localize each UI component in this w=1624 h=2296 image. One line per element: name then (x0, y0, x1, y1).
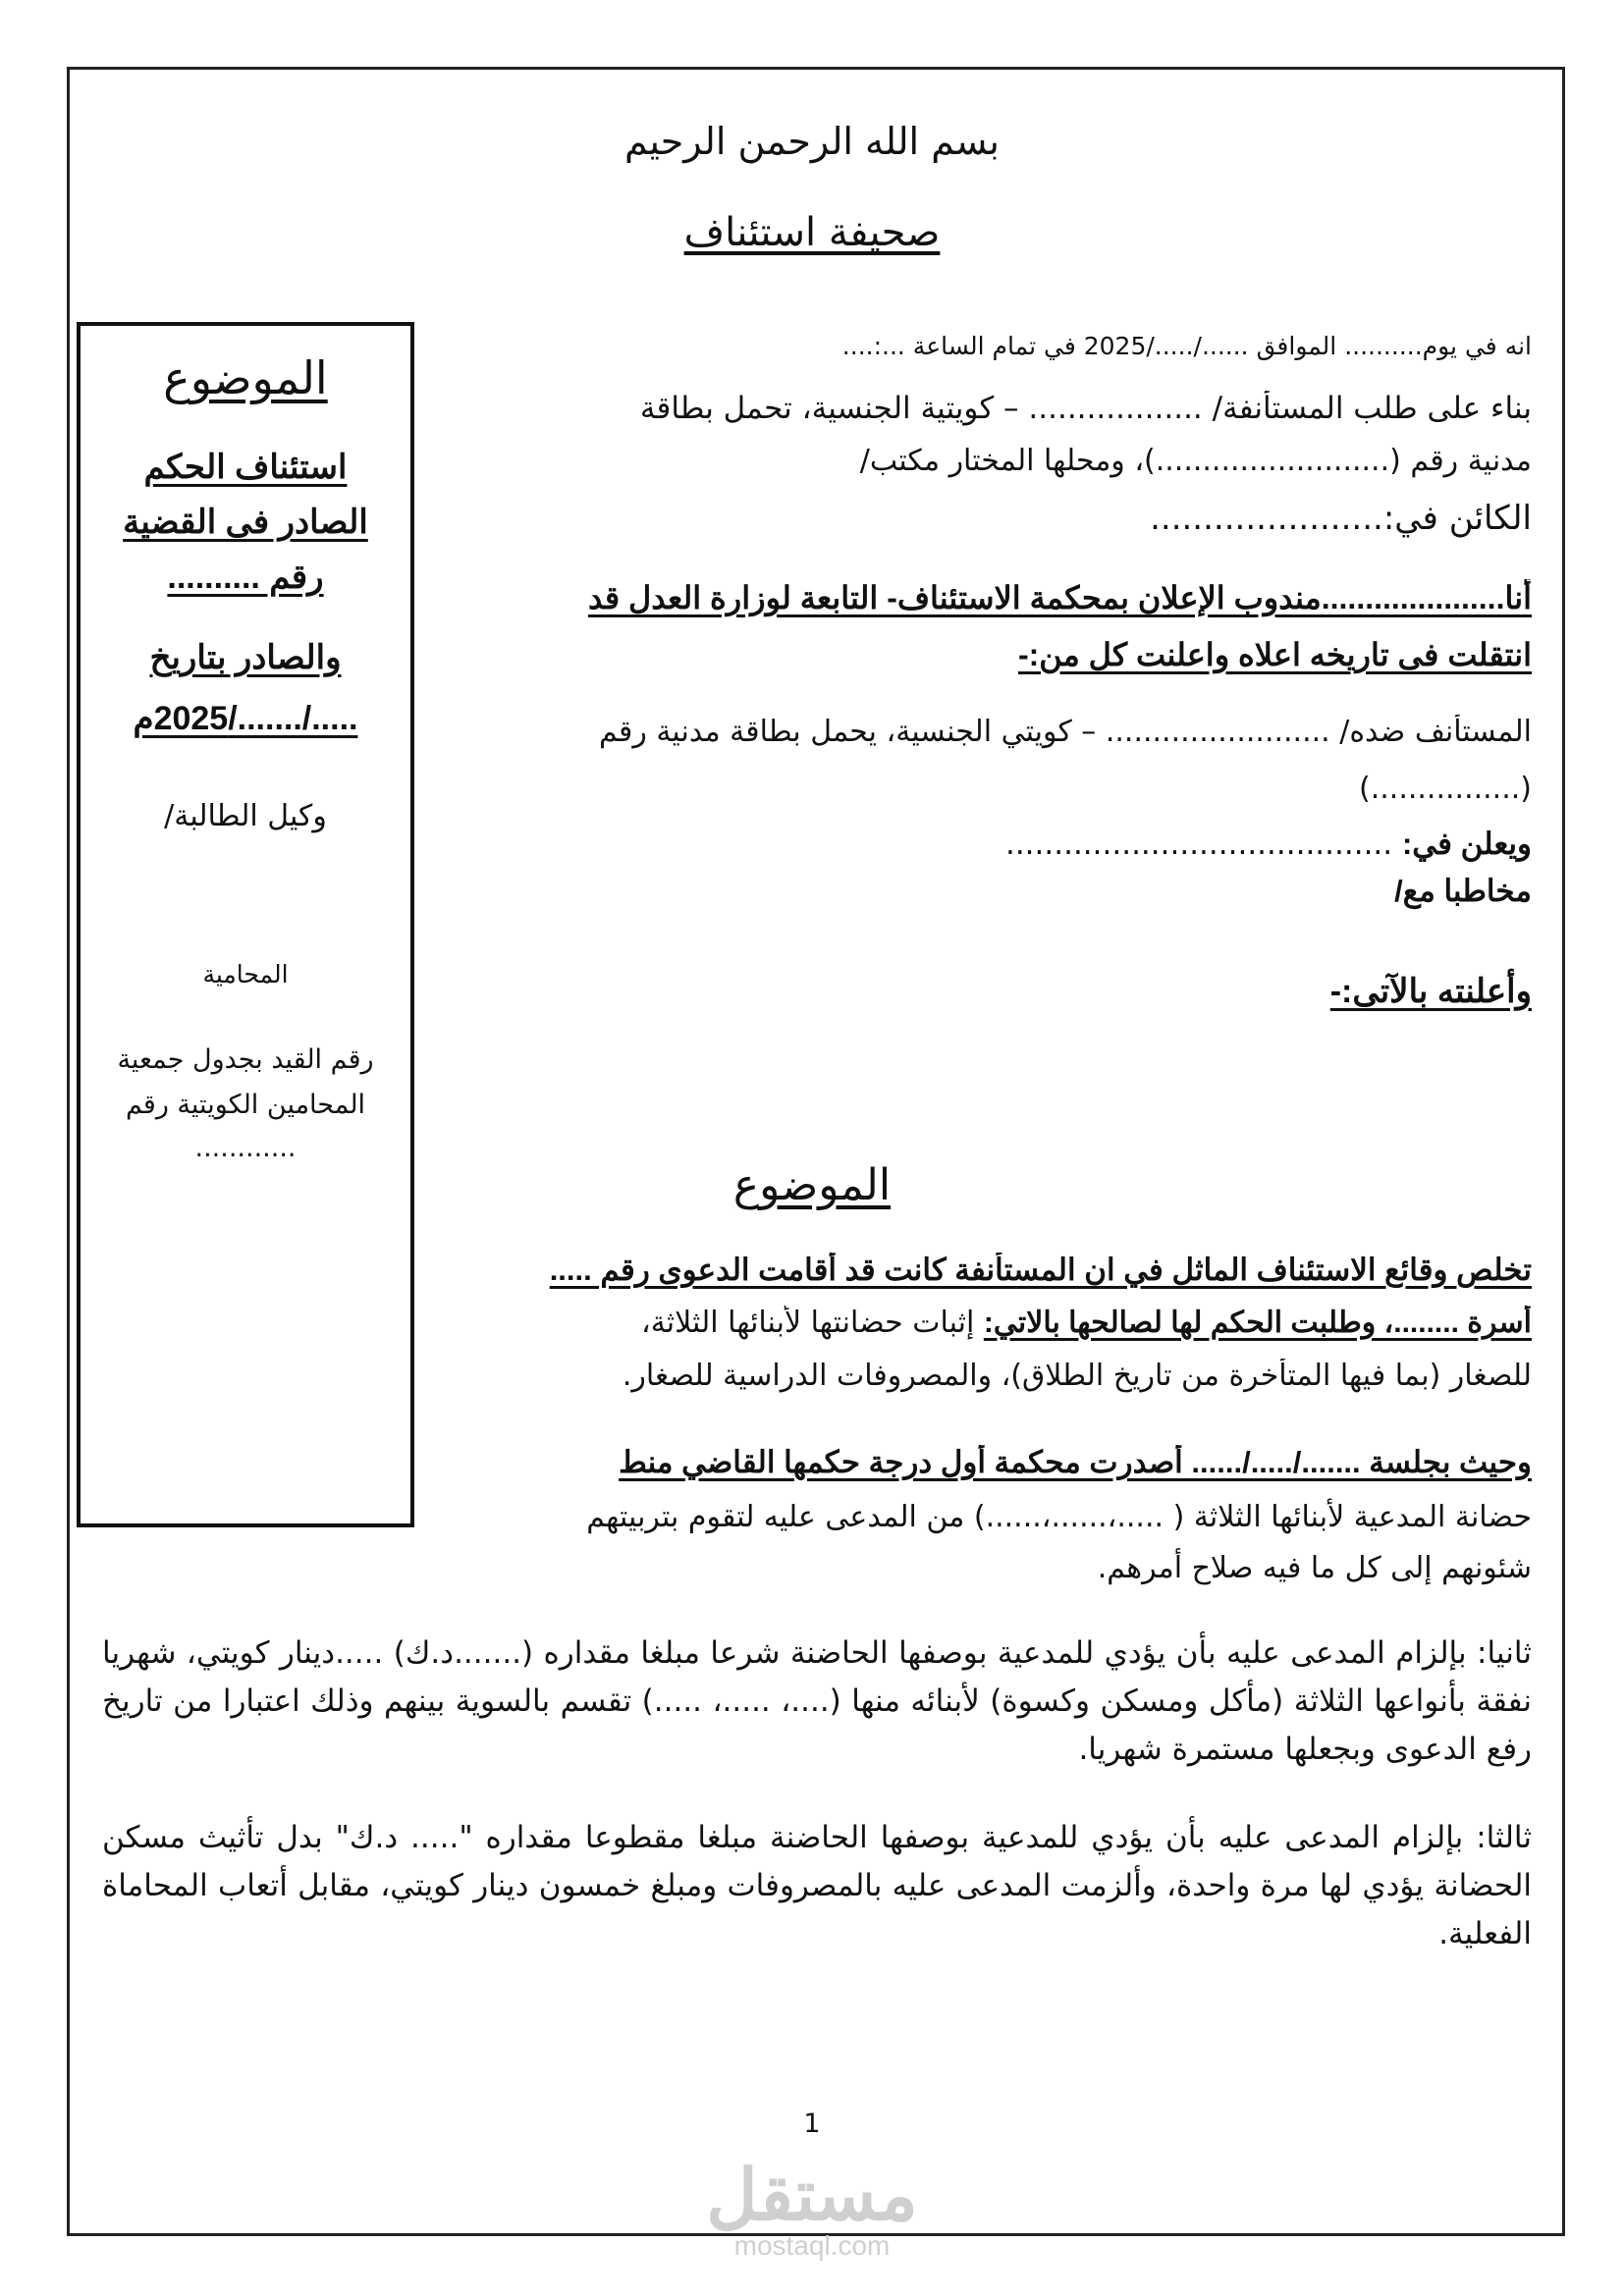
ruling-line-1: وحيث بجلسة ......./...../...... أصدرت محكمة أول درجة حكمها القاضي منط (619, 1445, 1532, 1479)
sidebar-case-line-3: رقم .......... (167, 559, 324, 596)
sidebar-registration-line-1: رقم القيد بجدول جمعية (117, 1044, 374, 1075)
facts-line-3-wrap (422, 1359, 1532, 1414)
facts-line-1: تخلص وقائع الاستئناف الماثل في ان المستأنفة كانت قد أقامت الدعوى رقم ..... (549, 1253, 1532, 1287)
bailiff-line-2: انتقلت فى تاريخه اعلاه واعلنت كل من:- (1017, 637, 1532, 672)
sidebar-registration-line-2: المحامين الكويتية رقم (125, 1090, 366, 1120)
bailiff-line-1-wrap (422, 579, 1532, 638)
respondent-line-2: (................) (1359, 772, 1532, 806)
addressed-with: مخاطبا مع/ (1394, 874, 1532, 908)
second-ruling-paragraph: ثانيا: بإلزام المدعى عليه بأن يؤدي للمدعية بوصفها الحاضنة شرعا مبلغا مقداره (.......د.ك) .....دينار كويتي، شهريا نفقة بأنواعها الثلاثة (مأكل ومسكن وكسوة) لأبنائه منها (....، .....، .....) تقسم بالسوية بينهم وذلك اعتبارا من تاريخ رفع الدعوى وبجعلها مستمرة شهريا. (102, 1635, 1532, 1767)
sidebar-case-date: ...../......./2025م (133, 700, 358, 737)
notice-heading: وأعلنته بالآتى:- (1329, 973, 1532, 1010)
respondent-line-1: المستأنف ضده/ ........................ – كويتي الجنسية، يحمل بطاقة مدنية رقم (599, 715, 1532, 749)
facts-line-2: أسرة ........، وطلبت الحكم لها لصالحها بالاتي: إثبات حضانتها لأبنائها الثلاثة، (641, 1306, 1532, 1340)
facts-line-1-wrap (422, 1253, 1532, 1308)
ruling-line-1-wrap (422, 1445, 1532, 1500)
basmala: بسم الله الرحمن الرحيم (624, 120, 1000, 163)
ruling-line-2: حضانة المدعية لأبنائها الثلاثة ( .....،......،......) من المدعى عليه لتقوم بتربيتهم (586, 1500, 1532, 1534)
sidebar-heading: الموضوع (163, 351, 328, 404)
respondent-line-1-wrap (438, 715, 1532, 774)
announced-at (1005, 827, 1532, 862)
sidebar-registration-line-3: ............ (194, 1133, 297, 1163)
watermark-logo: مستقل (706, 2157, 918, 2235)
announced-label: ويعلن في: (1401, 827, 1532, 861)
sidebar-case-line-2: الصادر فى القضية (123, 504, 368, 541)
watermark-site: mostaql.com (733, 2230, 891, 2261)
page-number: 1 (803, 2109, 821, 2139)
subject-sidebar (77, 322, 414, 1527)
document-title: صحيفة استئناف (683, 210, 941, 255)
sidebar-agent: وكيل الطالبة/ (164, 799, 327, 833)
appellant-line-1: بناء على طلب المستأنفة/ .................. – كويتية الجنسية، تحمل بطاقة (639, 391, 1532, 426)
ruling-line-3: شئونهم إلى كل ما فيه صلاح أمرهم. (1097, 1551, 1532, 1585)
facts-line-2-wrap (422, 1306, 1532, 1361)
sidebar-lawyer: المحامية (202, 960, 289, 988)
sidebar-case-line-4: والصادر بتاريخ (149, 639, 342, 676)
date-line: انه في يوم.......... الموافق ....../...../2025 في تمام الساعة ...:.... (841, 332, 1532, 360)
located-at: الكائن في:...................... (1150, 499, 1532, 538)
sidebar-case-line-1: استئناف الحكم (143, 449, 348, 486)
facts-line-3: للصغار (بما فيها المتأخرة من تاريخ الطلاق)، والمصروفات الدراسية للصغار. (622, 1359, 1532, 1393)
third-ruling-paragraph: ثالثا: بإلزام المدعى عليه بأن يؤدي للمدعية بوصفها الحاضنة مبلغا مقطوعا مقداره "..... د.ك" بدل تأثيث مسكن الحضانة يؤدي لها مرة واحدة، وألزمت المدعى عليه بالمصروفات ومبلغ خمسون دينار كويتي، مقابل أتعاب المحاماة الفعلية. (102, 1820, 1532, 1951)
announced-dots: ........................................ (1004, 827, 1402, 862)
subject-heading: الموضوع (732, 1160, 892, 1210)
bailiff-line-1: أنا.....................مندوب الإعلان بمحكمة الاستئناف- التابعة لوزارة العدل قد (588, 580, 1532, 615)
appellant-line-2: مدنية رقم (.........................)، ومحلها المختار مكتب/ (859, 444, 1532, 478)
appellant-line-1-wrap (438, 391, 1532, 450)
